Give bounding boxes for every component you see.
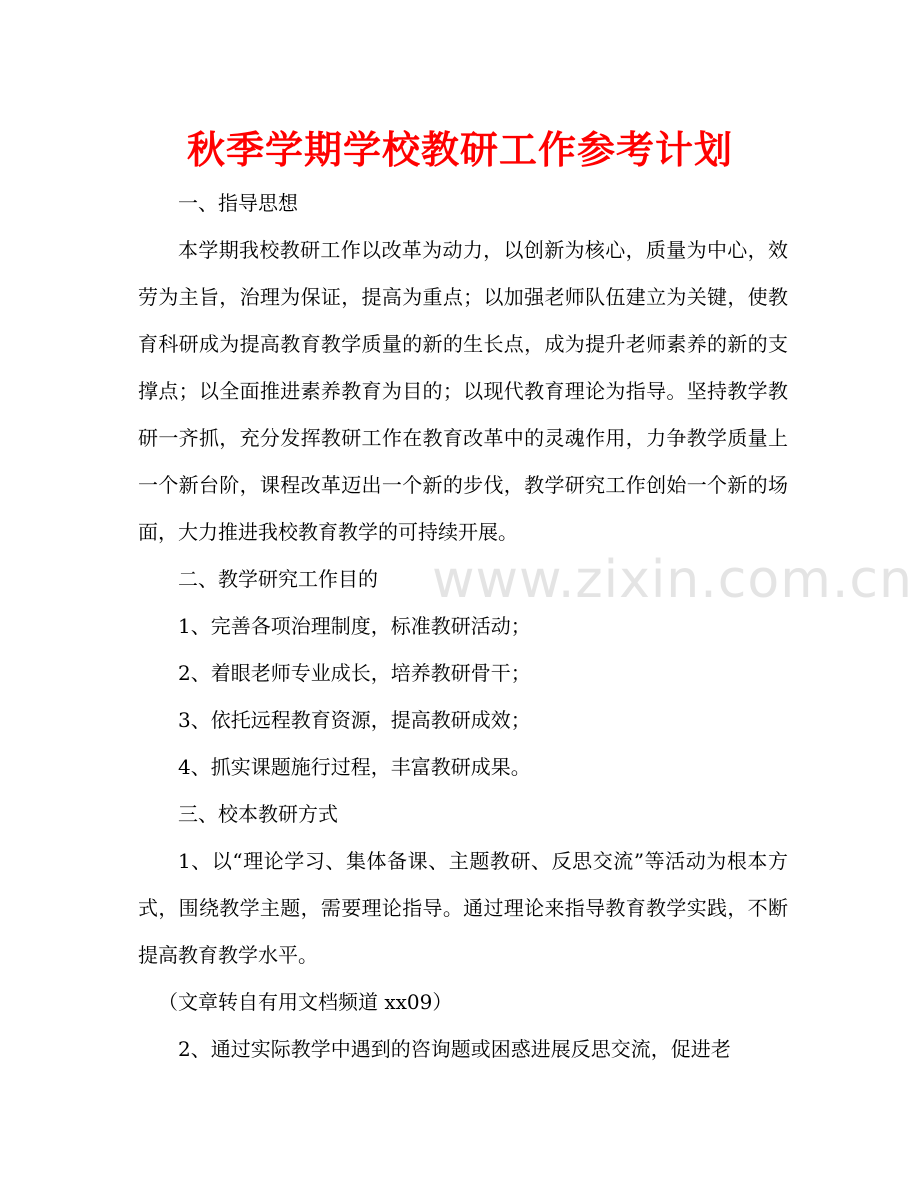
document-body [138, 180, 788, 1073]
paragraph-guiding-ideology: 本学期我校教研工作以改革为动力，以创新为核心，质量为中心，效劳为主旨，治理为保证，提高为重点；以加强老师队伍建立为关键，使教育科研成为提高教育教学质量的新的生长点，成为提升老师素养的新的支撑点；以全面推进素养教育为目的；以现代教育理论为指导。坚持教学教研一齐抓，充分发挥教研工作在教育改革中的灵魂作用，力争教学质量上一个新台阶，课程改革迈出一个新的步伐，教学研究工作创始一个新的场面，大力推进我校教育教学的可持续开展。 [138, 238, 788, 544]
method-item-1: 1、以“理论学习、集体备课、主题教研、反思交流”等活动为根本方式，围绕教学主题，需要理论指导。通过理论来指导教育教学实践，不断提高教育教学水平。 [138, 849, 788, 967]
goal-item-1: 1、完善各项治理制度，标准教研活动； [178, 614, 531, 638]
section-heading-guiding-ideology: 一、指导思想 [178, 191, 298, 215]
goal-item-2: 2、着眼老师专业成长，培养教研骨干； [178, 661, 531, 685]
document-title: 秋季学期学校教研工作参考计划 [186, 128, 733, 172]
watermark: www.zixin.com.cn [432, 550, 913, 610]
section-heading-research-goals: 二、教学研究工作目的 [178, 567, 378, 591]
goal-item-4: 4、抓实课题施行过程，丰富教研成果。 [178, 755, 531, 779]
source-note: （文章转自有用文档频道 xx09） [158, 990, 453, 1014]
method-item-2: 2、通过实际教学中遇到的咨询题或困惑进展反思交流，促进老 [178, 1037, 731, 1061]
section-heading-research-methods: 三、校本教研方式 [178, 802, 338, 826]
goal-item-3: 3、依托远程教育资源，提高教研成效； [178, 708, 531, 732]
